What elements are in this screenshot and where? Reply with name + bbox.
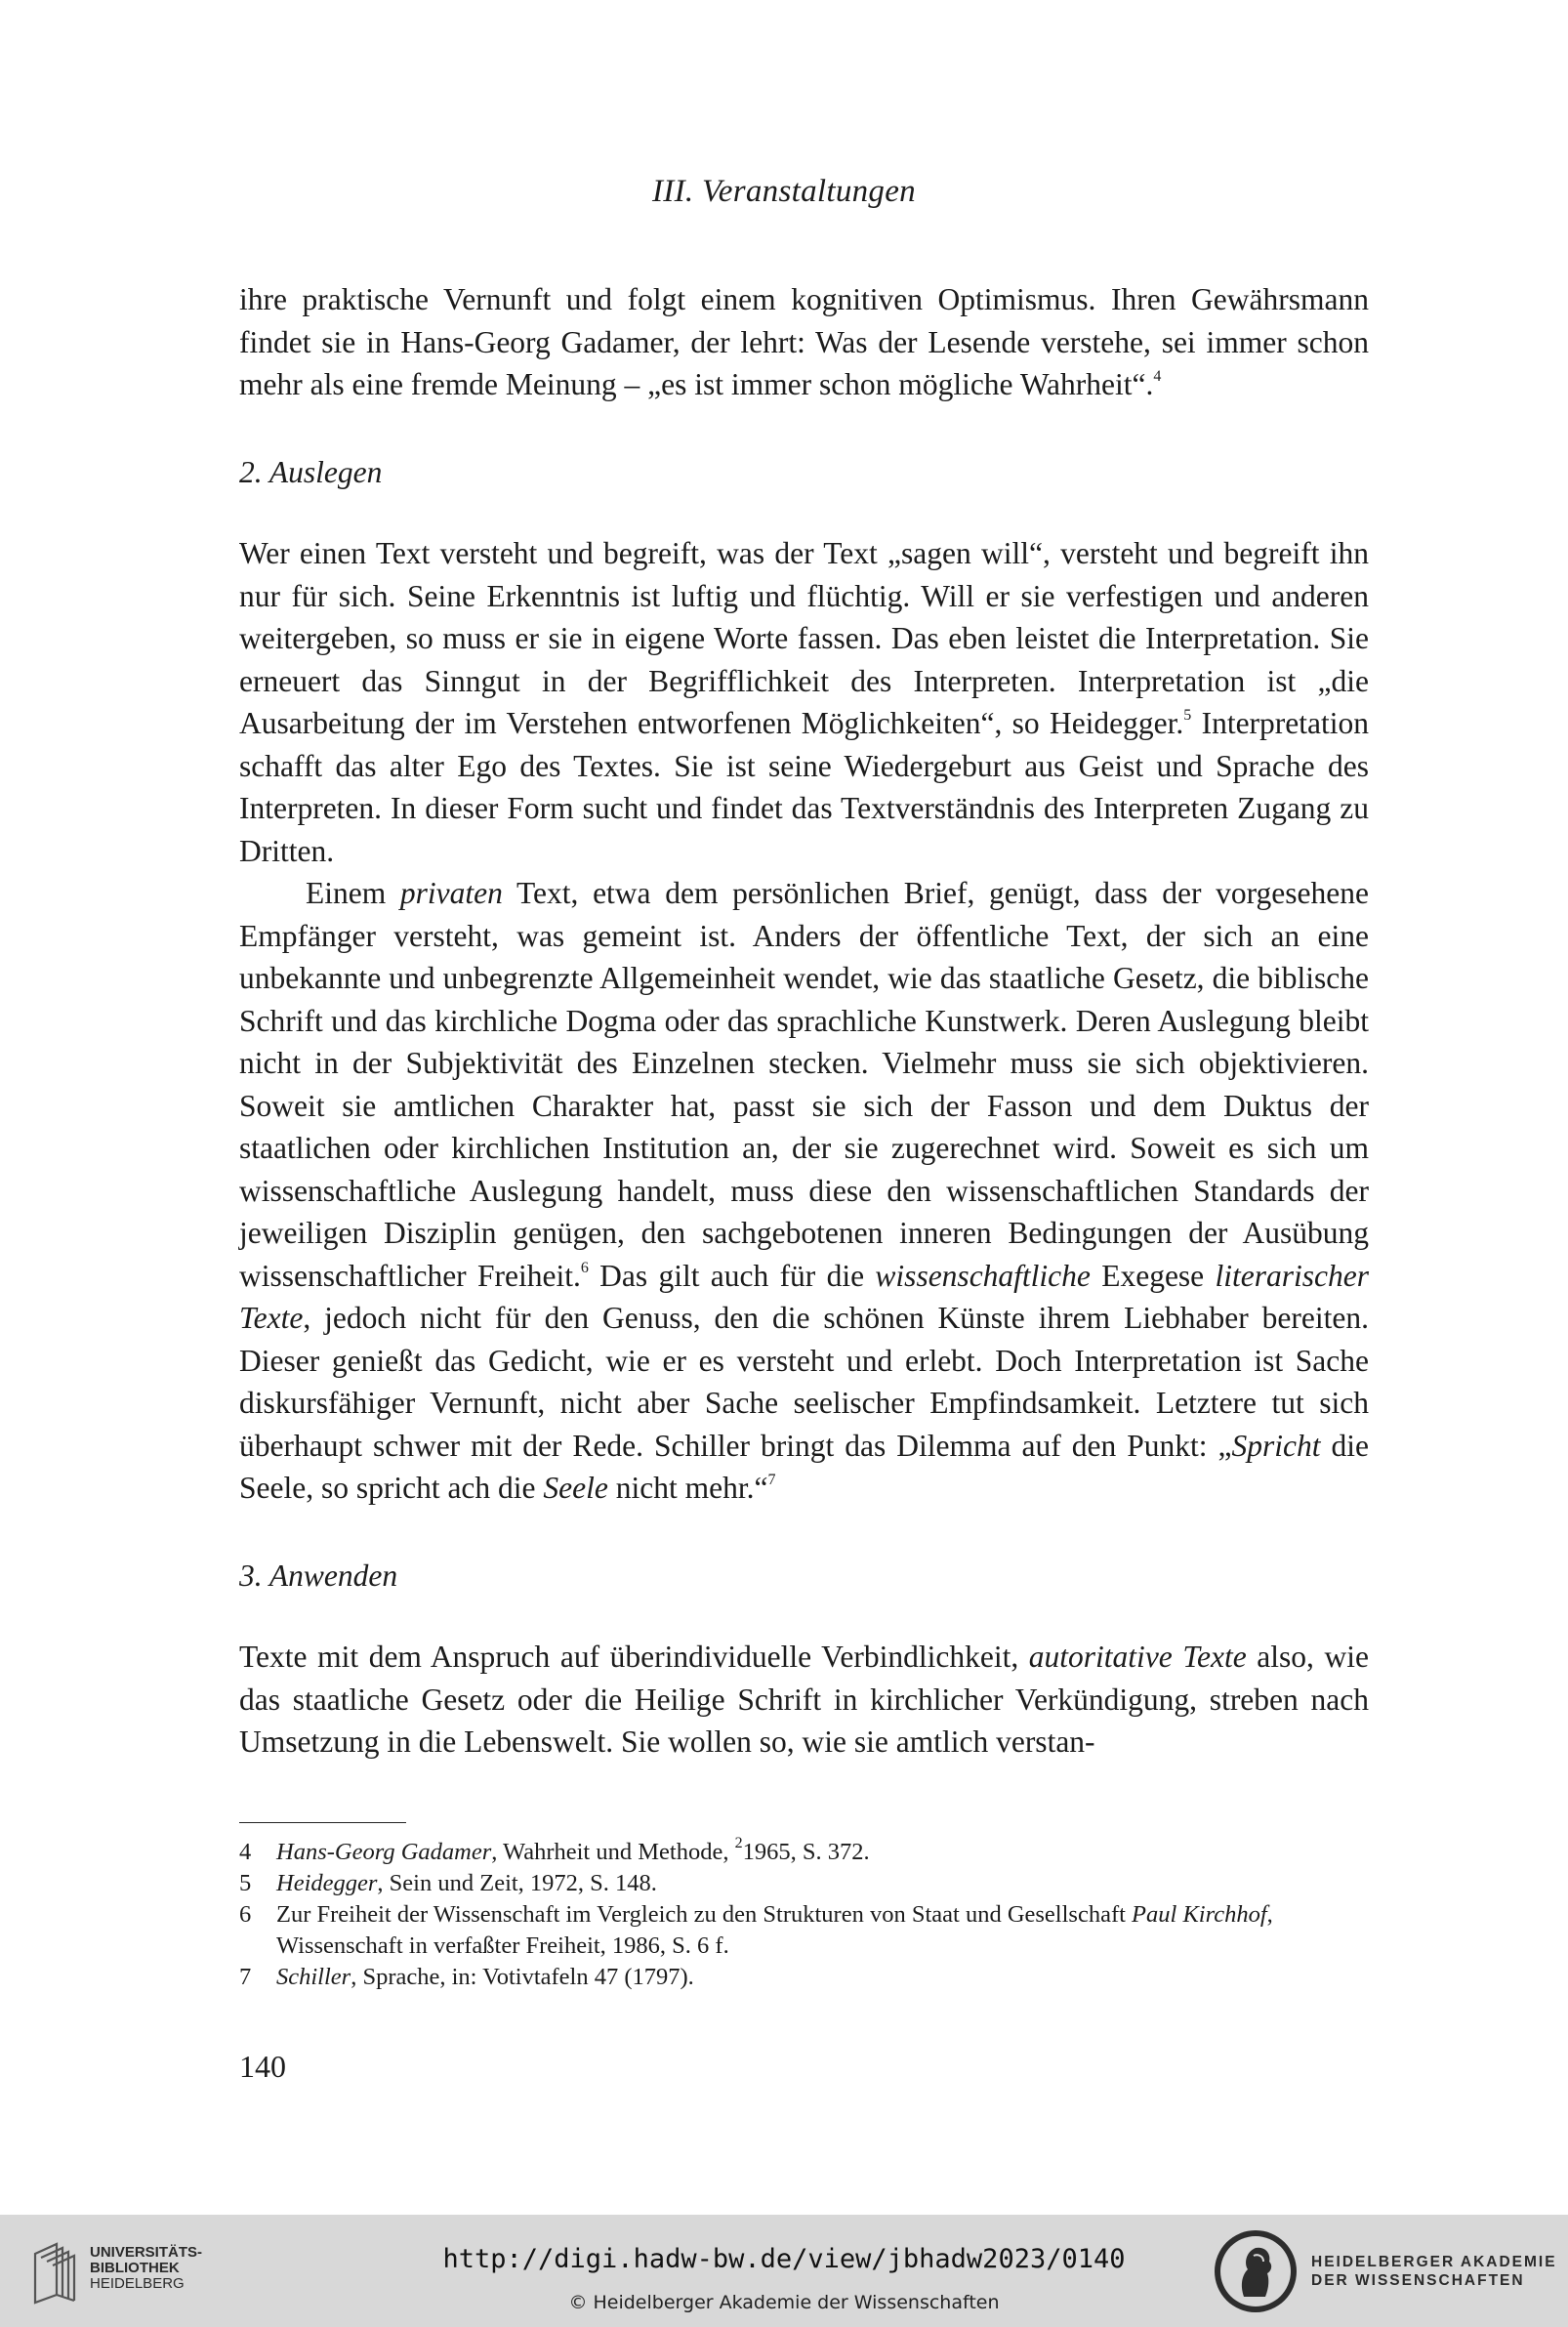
footnote-citation: , Sein und Zeit, 1972, S. 148.	[377, 1870, 657, 1896]
paragraph-3-text: die Seele, so spricht ach die	[239, 1428, 1369, 1505]
section-heading-anwenden: 3. Anwenden	[239, 1558, 398, 1593]
footnote-number: 7	[239, 1964, 252, 1990]
source-url-link[interactable]: http://digi.hadw-bw.de/view/jbhadw2023/0140	[442, 2244, 1126, 2274]
library-name-line: BIBLIOTHEK	[90, 2260, 180, 2276]
footnote-ref-5[interactable]: 5	[1183, 707, 1192, 724]
edition-superscript: 2	[734, 1835, 743, 1851]
paragraph-1-text: ihre praktische Vernunft und folgt einem kognitiven Optimismus. Ihren Gewährsmann findet sie in Hans-Georg Gadamer, der lehrt: Was der Lesende verstehe, sei immer schon mehr als eine fremde Meinung – „es ist immer schon mögliche Wahrheit“.	[239, 282, 1369, 401]
footnote-citation: Zur Freiheit der Wissenschaft im Vergleich zu den Strukturen von Staat und Gesellschaft	[276, 1901, 1133, 1928]
paragraph-3-text: Text, etwa dem persönlichen Brief, genügt, dass der vorgesehene Empfänger versteht, was gemeint ist. Anders der öffentliche Text, der sich an eine unbekannte und unbegrenzte Allgemeinheit wendet, wie das staatliche Gesetz, die biblische Schrift und das kirchliche Dogma oder das sprachliche Kunstwerk. Deren Auslegung bleibt nicht in der Subjektivität des Einzelnen stecken. Vielmehr muss sie sich objektivieren. Soweit sie amtlichen Charakter hat, passt sie sich der Fasson und dem Duktus der staatlichen oder kirchlichen Institution an, der sie zugerechnet wird. Soweit es sich um wissenschaftliche Auslegung handelt, muss diese den wissenschaftlichen Standards der jeweiligen Disziplin genügen, den sachgebotenen inneren Bedingungen der Ausübung wissenschaftlicher Freiheit.	[239, 876, 1369, 1293]
footnote-text	[276, 1899, 1369, 1962]
footnote-5	[239, 1868, 1369, 1899]
paragraph-3-text: Einem	[306, 876, 400, 910]
footnote-text	[276, 1837, 1369, 1868]
emphasis-autoritative-texte: autoritative Texte	[1028, 1640, 1247, 1674]
library-name-line: HEIDELBERG	[90, 2275, 185, 2292]
footnote-citation: 1965, S. 372.	[742, 1839, 870, 1865]
footnote-ref-6[interactable]: 6	[580, 1259, 589, 1276]
footnote-4	[239, 1837, 1369, 1868]
footnote-number: 5	[239, 1870, 252, 1896]
paragraph-1	[239, 278, 1369, 406]
footnote-author: Heidegger	[276, 1870, 378, 1896]
paragraph-3	[239, 872, 1369, 1510]
footnote-7	[239, 1962, 1369, 1993]
paragraph-3-text: Exegese	[1090, 1258, 1216, 1293]
paragraph-4	[239, 1636, 1369, 1764]
emphasis-spricht: Spricht	[1231, 1428, 1321, 1463]
paragraph-3-text: , jedoch nicht für den Genuss, den die schönen Künste ihrem Liebhaber bereiten. Dieser genießt das Gedicht, wie er es versteht und erlebt. Doch Interpretation ist Sache diskursfähiger Vernunft, nicht aber Sache seelischer Empfindsamkeit. Letztere tut sich überhaupt schwer mit der Rede. Schiller bringt das Dilemma auf den Punkt: „	[239, 1301, 1369, 1463]
footnote-number: 6	[239, 1901, 252, 1928]
academy-name-line: DER WISSENSCHAFTEN	[1311, 2272, 1525, 2289]
footnote-text	[276, 1962, 1369, 1993]
footnote-citation: , Wahrheit und Methode,	[491, 1839, 735, 1865]
main-text	[239, 278, 1369, 1764]
footnote-author: Paul Kirchhof	[1132, 1901, 1267, 1928]
footnote-6	[239, 1899, 1369, 1962]
academy-name	[1311, 2253, 1557, 2290]
footnote-author: Schiller	[276, 1964, 351, 1990]
paragraph-3-text: Das gilt auch für die	[588, 1258, 876, 1293]
paragraph-2-text-b: Interpretation schafft das alter Ego des Textes. Sie ist seine Wiedergeburt aus Geist und Sprache des Interpreten. In dieser Form sucht und findet das Textverständnis des Interpreten Zugang zu Dritten.	[239, 706, 1370, 868]
paragraph-3-text: nicht mehr.“	[607, 1471, 768, 1505]
footnote-author: Hans-Georg Gadamer	[276, 1839, 492, 1865]
academy-name-line: HEIDELBERGER AKADEMIE	[1311, 2254, 1557, 2270]
copyright-notice: © Heidelberger Akademie der Wissenschaften	[568, 2292, 1000, 2313]
page-number: 140	[239, 2049, 286, 2084]
paragraph-4-text: also, wie das staatliche Gesetz oder die Heilige Schrift in kirchlicher Verkündigung, streben nach Umsetzung in die Lebenswelt. Sie wollen so, wie sie amtlich verstan-	[239, 1640, 1369, 1759]
library-name-line: UNIVERSITÄTS-	[90, 2244, 203, 2261]
academy-seal-icon	[1211, 2226, 1300, 2316]
emphasis-wissenschaftliche: wissenschaftliche	[875, 1258, 1091, 1293]
footnote-citation: , Wissenschaft in verfaßter Freiheit, 1986, S. 6 f.	[276, 1901, 1273, 1959]
footnote-text	[276, 1868, 1369, 1899]
emphasis-literarischer-texte: literarischer Texte	[239, 1258, 1369, 1335]
footnotes	[239, 1837, 1369, 1993]
emphasis-seele: Seele	[543, 1471, 608, 1505]
footnote-citation: , Sprache, in: Votivtafeln 47 (1797).	[351, 1964, 694, 1990]
footnote-number: 4	[239, 1839, 252, 1865]
footnote-ref-4[interactable]: 4	[1153, 368, 1162, 385]
paragraph-2-text-a: Wer einen Text versteht und begreift, was der Text „sagen will“, versteht und begreift ihn nur für sich. Seine Erkenntnis ist luftig und flüchtig. Will er sie verfestigen und anderen weitergeben, so muss er sie in eigene Worte fassen. Das eben leistet die Interpretation. Sie erneuert das Sinngut in der Begrifflichkeit des Interpreten. Interpretation ist „die Ausarbeitung der im Verstehen entworfenen Möglichkeiten“, so Heidegger.	[239, 536, 1369, 740]
section-heading-auslegen: 2. Auslegen	[239, 454, 383, 489]
footnote-ref-7[interactable]: 7	[767, 1472, 776, 1488]
emphasis-privaten: privaten	[399, 876, 503, 910]
paragraph-2	[239, 532, 1369, 872]
footer-bar	[0, 2215, 1568, 2327]
footnote-divider	[239, 1822, 406, 1823]
paragraph-4-text: Texte mit dem Anspruch auf überindividuelle Verbindlichkeit,	[239, 1640, 1029, 1674]
running-header: III. Veranstaltungen	[652, 174, 916, 209]
